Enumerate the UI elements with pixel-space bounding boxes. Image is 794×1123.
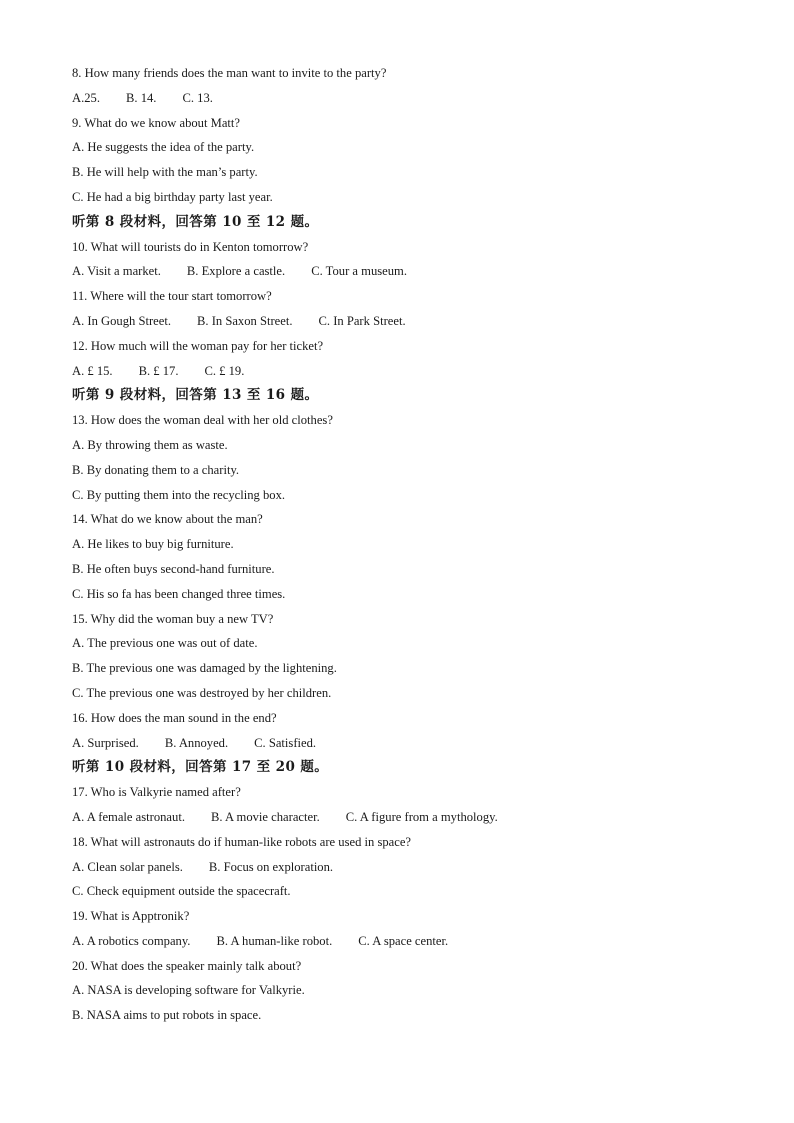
answer-option: A. Surprised.	[72, 735, 139, 750]
option-row	[72, 89, 732, 114]
text-line: B. The previous one was damaged by the lightening.	[72, 661, 337, 676]
text-line: B. By donating them to a charity.	[72, 462, 240, 477]
text-line: 13. How does the woman deal with her old clothes?	[72, 413, 333, 428]
text-line: A. He suggests the idea of the party.	[72, 140, 255, 155]
answer-option: A. Visit a market.	[72, 264, 161, 279]
answer-option: C. 13.	[182, 90, 213, 105]
answer-option: B. Annoyed.	[164, 735, 229, 750]
answer-option: B. Focus on exploration.	[208, 859, 334, 874]
text-line: 19. What is Apptronik?	[72, 909, 190, 924]
answer-option: A. A robotics company.	[72, 933, 191, 948]
answer-option: C. £ 19.	[204, 363, 245, 378]
text-line: 12. How much will the woman pay for her ticket?	[72, 338, 324, 353]
option-row	[72, 734, 732, 759]
option-row	[72, 262, 732, 287]
text-line: B. He will help with the man’s party.	[72, 165, 258, 180]
text-line: C. By putting them into the recycling box.	[72, 487, 286, 502]
text-line: 18. What will astronauts do if human-like robots are used in space?	[72, 834, 412, 849]
text-line: 11. Where will the tour start tomorrow?	[72, 289, 272, 304]
text-line: 16. How does the man sound in the end?	[72, 710, 277, 725]
text-line: C. Check equipment outside the spacecraft.	[72, 884, 291, 899]
text-line: A. The previous one was out of date.	[72, 636, 258, 651]
answer-option: A. A female astronaut.	[72, 809, 185, 824]
text-line: C. He had a big birthday party last year.	[72, 189, 273, 204]
option-row	[72, 312, 732, 337]
answer-option: B. £ 17.	[138, 363, 179, 378]
option-row	[72, 858, 732, 883]
text-line: 10. What will tourists do in Kenton tomorrow?	[72, 239, 309, 254]
answer-option: B. 14.	[126, 90, 157, 105]
section-heading: 听第 8 段材料，回答第 10 至 12 题。	[72, 213, 319, 230]
answer-option: B. A movie character.	[210, 809, 320, 824]
text-line: B. NASA aims to put robots in space.	[72, 1008, 262, 1023]
section-heading: 听第 10 段材料，回答第 17 至 20 题。	[72, 759, 329, 776]
text-line: C. The previous one was destroyed by her children.	[72, 685, 332, 700]
text-line: 17. Who is Valkyrie named after?	[72, 785, 241, 800]
answer-option: B. A human-like robot.	[216, 933, 333, 948]
text-line: 9. What do we know about Matt?	[72, 115, 240, 130]
option-row	[72, 932, 732, 957]
answer-option: C. A figure from a mythology.	[345, 809, 498, 824]
text-line: 20. What does the speaker mainly talk about?	[72, 958, 302, 973]
answer-option: A. In Gough Street.	[72, 313, 171, 328]
answer-option: C. Satisfied.	[254, 735, 317, 750]
answer-option: B. In Saxon Street.	[197, 313, 293, 328]
text-line: 8. How many friends does the man want to invite to the party?	[72, 66, 387, 80]
text-line: B. He often buys second-hand furniture.	[72, 561, 275, 576]
answer-option: A. £ 15.	[72, 363, 113, 378]
text-line: 14. What do we know about the man?	[72, 512, 263, 527]
answer-option: A. Clean solar panels.	[72, 859, 183, 874]
document-page	[72, 64, 732, 1031]
text-line: C. His so fa has been changed three times.	[72, 586, 286, 601]
text-line: 15. Why did the woman buy a new TV?	[72, 611, 274, 626]
answer-option: C. In Park Street.	[318, 313, 406, 328]
option-row	[72, 808, 732, 833]
text-line: A. By throwing them as waste.	[72, 437, 228, 452]
option-row	[72, 362, 732, 387]
answer-option: A.25.	[72, 90, 100, 105]
text-line: A. He likes to buy big furniture.	[72, 537, 234, 552]
section-heading: 听第 9 段材料，回答第 13 至 16 题。	[72, 387, 319, 404]
text-line: A. NASA is developing software for Valkyrie.	[72, 983, 305, 998]
answer-option: C. Tour a museum.	[311, 264, 407, 279]
answer-option: B. Explore a castle.	[186, 264, 286, 279]
answer-option: C. A space center.	[358, 933, 449, 948]
